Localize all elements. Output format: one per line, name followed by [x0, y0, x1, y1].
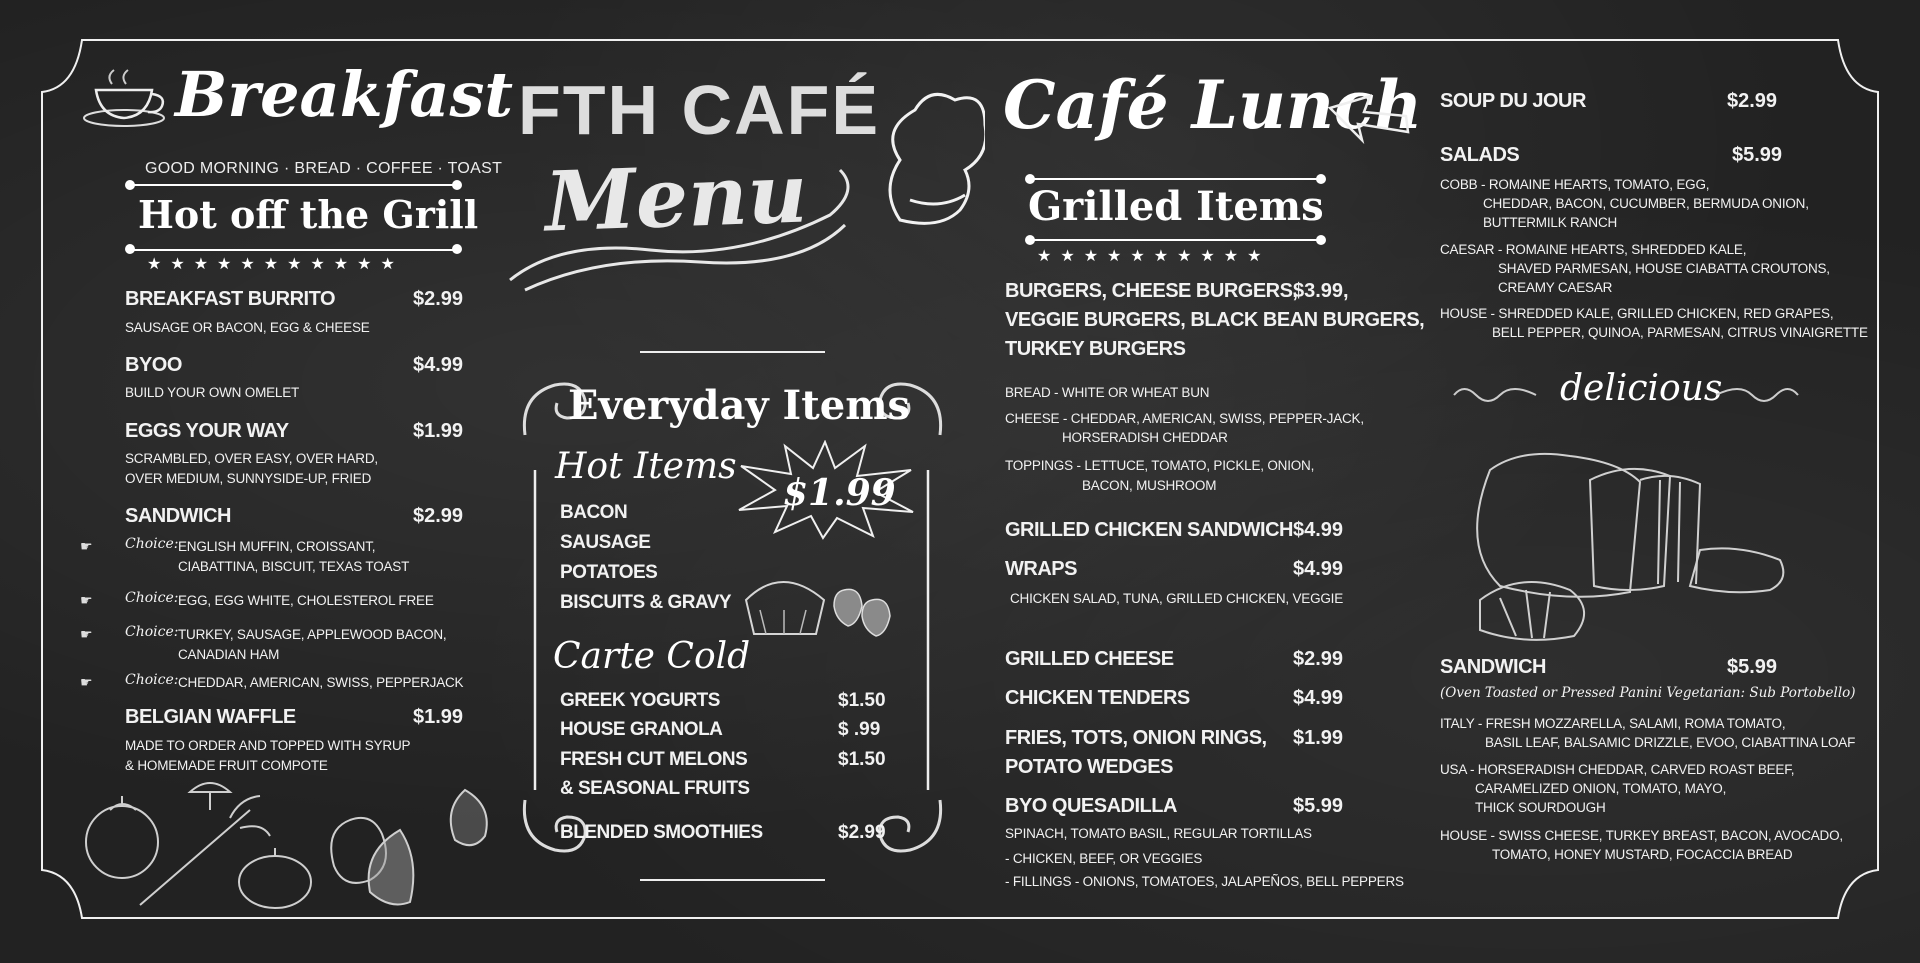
quesadilla-option: - CHICKEN, BEEF, OR VEGGIES: [1005, 851, 1203, 866]
menu-item-name: BYO QUESADILLA: [1005, 795, 1177, 817]
sandwich-note: (Oven Toasted or Pressed Panini Vegetarian: Sub Portobello): [1440, 685, 1856, 701]
menu-item-price: $4.99: [413, 354, 464, 376]
menu-item-desc: CHICKEN SALAD, TUNA, GRILLED CHICKEN, VEGGIE: [1010, 591, 1344, 606]
cold-item-price: $ .99: [838, 719, 881, 740]
salad-desc: BUTTERMILK RANCH: [1483, 215, 1618, 230]
menu-word: Menu: [543, 145, 809, 251]
vegetables-icon: [80, 770, 500, 910]
soup-name: SOUP DU JOUR: [1440, 90, 1586, 112]
star-row: ★★★★★★★★★★★: [147, 256, 404, 273]
menu-item-price: $2.99: [413, 288, 464, 310]
cold-item-name: & SEASONAL FRUITS: [560, 778, 750, 799]
everyday-items-banner: Everyday Items: [568, 382, 911, 429]
menu-item-name: EGGS YOUR WAY: [125, 420, 289, 442]
salad-desc: CAESAR - ROMAINE HEARTS, SHREDDED KALE,: [1440, 242, 1747, 257]
menu-item-price: $2.99: [1293, 648, 1344, 670]
breakfast-tagline: GOOD MORNING · BREAD · COFFEE · TOAST: [145, 160, 503, 177]
choice-label: Choice:: [125, 672, 179, 688]
strawberries-icon: [834, 589, 890, 636]
cold-item-name: HOUSE GRANOLA: [560, 719, 723, 740]
menu-item-desc: MADE TO ORDER AND TOPPED WITH SYRUP: [125, 738, 411, 753]
menu-item-name: BELGIAN WAFFLE: [125, 706, 296, 728]
smoothies-name: BLENDED SMOOTHIES: [560, 822, 763, 843]
sandwich-desc: CARAMELIZED ONION, TOMATO, MAYO,: [1475, 781, 1727, 796]
pointing-hand-icon: ☛: [80, 674, 93, 690]
menu-item-name: FRIES, TOTS, ONION RINGS,: [1005, 727, 1267, 749]
menu-item-price: $1.99: [413, 706, 464, 728]
choice-text: CIABATTINA, BISCUIT, TEXAS TOAST: [178, 559, 410, 574]
banner-rule: [130, 249, 460, 251]
salad-desc: HOUSE - SHREDDED KALE, GRILLED CHICKEN, RED GRAPES,: [1440, 306, 1834, 321]
menu-item-desc: SAUSAGE OR BACON, EGG & CHEESE: [125, 320, 370, 335]
hot-items-title: Hot Items: [555, 446, 737, 487]
hot-item: BACON: [560, 502, 628, 523]
menu-item-name: GRILLED CHEESE: [1005, 648, 1174, 670]
menu-item-name: BURGERS, CHEESE BURGERS,: [1005, 280, 1298, 302]
muffin-icon: [740, 570, 915, 640]
burger-detail: HORSERADISH CHEDDAR: [1062, 430, 1228, 445]
coffee-cup-icon: [78, 64, 170, 130]
smoothies-price: $2.99: [838, 822, 886, 843]
sandwich-desc: USA - HORSERADISH CHEDDAR, CARVED ROAST BEEF,: [1440, 762, 1795, 777]
menu-item-desc: SCRAMBLED, OVER EASY, OVER HARD,: [125, 451, 378, 466]
salads-name: SALADS: [1440, 144, 1520, 166]
salad-desc: COBB - ROMAINE HEARTS, TOMATO, EGG,: [1440, 177, 1710, 192]
arrow-icon: [1326, 92, 1411, 150]
burger-detail: BREAD - WHITE OR WHEAT BUN: [1005, 385, 1210, 400]
soup-price: $2.99: [1727, 90, 1778, 112]
burger-detail: BACON, MUSHROOM: [1082, 478, 1217, 493]
choice-text: CHEDDAR, AMERICAN, SWISS, PEPPERJACK: [178, 675, 464, 690]
breakfast-title: Breakfast: [175, 58, 514, 131]
quesadilla-option: - FILLINGS - ONIONS, TOMATOES, JALAPEÑOS, BELL PEPPERS: [1005, 874, 1404, 889]
hot-off-grill-banner: Hot off the Grill: [138, 192, 479, 237]
cold-item-price: $1.50: [838, 690, 886, 711]
choice-label: Choice:: [125, 590, 179, 606]
burger-detail: TOPPINGS - LETTUCE, TOMATO, PICKLE, ONION,: [1005, 458, 1315, 473]
menu-item-price: $3.99,: [1293, 280, 1349, 302]
menu-item-price: $2.99: [413, 505, 464, 527]
choice-text: EGG, EGG WHITE, CHOLESTEROL FREE: [178, 593, 434, 608]
salad-desc: CHEDDAR, BACON, CUCUMBER, BERMUDA ONION,: [1483, 196, 1809, 211]
cold-item-name: GREEK YOGURTS: [560, 690, 720, 711]
menu-item-name: BREAKFAST BURRITO: [125, 288, 336, 310]
menu-item-desc: BUILD YOUR OWN OMELET: [125, 385, 300, 400]
salads-price: $5.99: [1732, 144, 1783, 166]
cafe-name: FTH CAFÉ: [518, 71, 881, 149]
salad-desc: SHAVED PARMESAN, HOUSE CIABATTA CROUTONS,: [1498, 261, 1830, 276]
menu-item-name: TURKEY BURGERS: [1005, 338, 1186, 360]
choice-label: Choice:: [125, 624, 179, 640]
menu-item-price: $5.99: [1293, 795, 1344, 817]
hot-item: SAUSAGE: [560, 532, 651, 553]
banner-dot: [452, 180, 462, 190]
choice-text: TURKEY, SAUSAGE, APPLEWOOD BACON,: [178, 627, 447, 642]
bread-loaf-icon: [1440, 440, 1830, 660]
scroll-ornament: [1450, 380, 1540, 410]
chef-hat-icon: [880, 80, 985, 240]
banner-dot: [1316, 235, 1326, 245]
grilled-items-banner: Grilled Items: [1028, 183, 1324, 230]
menu-item-price: $4.99: [1293, 687, 1344, 709]
carte-cold-title: Carte Cold: [553, 636, 751, 677]
choice-label: Choice:: [125, 536, 179, 552]
banner-rule: [1030, 239, 1322, 241]
menu-item-name: WRAPS: [1005, 558, 1077, 580]
sandwich-name: SANDWICH: [1440, 656, 1546, 678]
menu-item-name: POTATO WEDGES: [1005, 756, 1173, 778]
salad-desc: CREAMY CAESAR: [1498, 280, 1613, 295]
menu-item-name: VEGGIE BURGERS, BLACK BEAN BURGERS,: [1005, 309, 1425, 331]
pointing-hand-icon: ☛: [80, 626, 93, 642]
pointing-hand-icon: ☛: [80, 538, 93, 554]
burger-detail: CHEESE - CHEDDAR, AMERICAN, SWISS, PEPPER-JACK,: [1005, 411, 1364, 426]
menu-item-price: $4.99: [1293, 519, 1344, 541]
menu-item-name: BYOO: [125, 354, 182, 376]
star-row: ★★★★★★★★★★: [1037, 248, 1271, 265]
menu-item-name: CHICKEN TENDERS: [1005, 687, 1190, 709]
cold-item-name: FRESH CUT MELONS: [560, 749, 748, 770]
menu-item-price: $1.99: [413, 420, 464, 442]
hot-items-price: $1.99: [783, 472, 896, 514]
choice-text: CANADIAN HAM: [178, 647, 280, 662]
menu-item-price: $1.99: [1293, 727, 1344, 749]
delicious-label: delicious: [1560, 368, 1723, 409]
hot-item: POTATOES: [560, 562, 658, 583]
hot-item: BISCUITS & GRAVY: [560, 592, 732, 613]
menu-item-desc: SPINACH, TOMATO BASIL, REGULAR TORTILLAS: [1005, 826, 1312, 841]
menu-item-desc: OVER MEDIUM, SUNNYSIDE-UP, FRIED: [125, 471, 372, 486]
menu-item-name: GRILLED CHICKEN SANDWICH: [1005, 519, 1293, 541]
menu-item-name: SANDWICH: [125, 505, 231, 527]
banner-rule: [1030, 178, 1322, 180]
scroll-ornament: [1712, 380, 1802, 410]
salad-desc: BELL PEPPER, QUINOA, PARMESAN, CITRUS VINAIGRETTE: [1492, 325, 1868, 340]
sandwich-desc: ITALY - FRESH MOZZARELLA, SALAMI, ROMA TOMATO,: [1440, 716, 1786, 731]
choice-text: ENGLISH MUFFIN, CROISSANT,: [178, 539, 376, 554]
banner-rule: [130, 184, 460, 186]
sandwich-desc: BASIL LEAF, BALSAMIC DRIZZLE, EVOO, CIABATTINA LOAF: [1485, 735, 1856, 750]
sandwich-price: $5.99: [1727, 656, 1778, 678]
sandwich-desc: TOMATO, HONEY MUSTARD, FOCACCIA BREAD: [1492, 847, 1793, 862]
cafe-lunch-title: Café Lunch: [1003, 66, 1423, 144]
sandwich-desc: THICK SOURDOUGH: [1475, 800, 1606, 815]
menu-item-desc: & HOMEMADE FRUIT COMPOTE: [125, 758, 328, 773]
menu-item-price: $4.99: [1293, 558, 1344, 580]
cold-item-price: $1.50: [838, 749, 886, 770]
banner-dot: [452, 244, 462, 254]
pointing-hand-icon: ☛: [80, 592, 93, 608]
sandwich-desc: HOUSE - SWISS CHEESE, TURKEY BREAST, BACON, AVOCADO,: [1440, 828, 1843, 843]
